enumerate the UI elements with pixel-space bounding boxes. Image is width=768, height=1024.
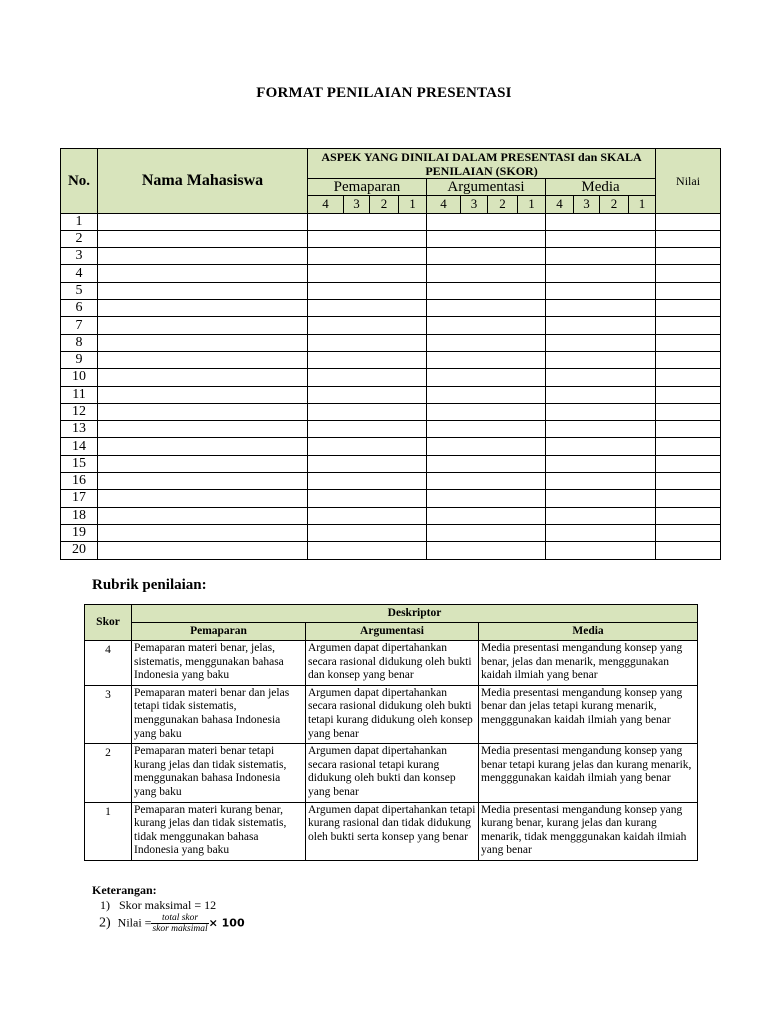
score-header: 2 bbox=[488, 196, 518, 213]
rubric-argumentasi: Argumen dapat dipertahankan tetapi kurang rasional dan tidak didukung oleh bukti serta konsep yang benar bbox=[306, 802, 479, 860]
criterion-score-cell[interactable] bbox=[546, 403, 656, 420]
student-row bbox=[61, 351, 721, 368]
criterion-score-cell[interactable] bbox=[546, 334, 656, 351]
criterion-score-cell[interactable] bbox=[427, 334, 546, 351]
row-number: 15 bbox=[61, 455, 98, 472]
row-number: 8 bbox=[61, 334, 98, 351]
criterion-score-cell[interactable] bbox=[427, 455, 546, 472]
nilai-cell[interactable] bbox=[656, 282, 721, 299]
criterion-score-cell[interactable] bbox=[546, 213, 656, 230]
criterion-score-cell[interactable] bbox=[427, 473, 546, 490]
criterion-score-cell[interactable] bbox=[308, 334, 427, 351]
student-name-cell[interactable] bbox=[98, 300, 308, 317]
row-number: 3 bbox=[61, 248, 98, 265]
criterion-score-cell[interactable] bbox=[546, 300, 656, 317]
formula-numerator: total skor bbox=[151, 913, 208, 924]
student-name-cell[interactable] bbox=[98, 334, 308, 351]
criterion-score-cell[interactable] bbox=[427, 421, 546, 438]
rubric-media: Media presentasi mengandung konsep yang benar tetapi kurang jelas dan kurang menarik, mengggunakan kaidah ilmiah yang benar bbox=[479, 744, 698, 802]
rubric-header-argumentasi: Argumentasi bbox=[306, 623, 479, 641]
student-row bbox=[61, 317, 721, 334]
score-header: 3 bbox=[344, 196, 370, 213]
student-name-cell[interactable] bbox=[98, 317, 308, 334]
nilai-cell[interactable] bbox=[656, 524, 721, 541]
criterion-score-cell[interactable] bbox=[427, 438, 546, 455]
criterion-score-cell[interactable] bbox=[546, 438, 656, 455]
student-name-cell[interactable] bbox=[98, 455, 308, 472]
rubric-media: Media presentasi mengandung konsep yang benar, jelas dan menarik, mengggunakan kaidah ilmiah yang benar bbox=[479, 641, 698, 686]
criterion-score-cell[interactable] bbox=[427, 317, 546, 334]
score-header: 4 bbox=[427, 196, 461, 213]
notes-section bbox=[92, 883, 245, 934]
student-row bbox=[61, 300, 721, 317]
criterion-score-cell[interactable] bbox=[546, 369, 656, 386]
formula-fraction bbox=[151, 913, 208, 934]
nilai-cell[interactable] bbox=[656, 369, 721, 386]
criterion-score-cell[interactable] bbox=[546, 351, 656, 368]
rubric-row bbox=[85, 641, 698, 686]
student-name-cell[interactable] bbox=[98, 403, 308, 420]
rubric-argumentasi: Argumen dapat dipertahankan secara rasional tetapi kurang didukung oleh bukti dan konsep yang benar bbox=[306, 744, 479, 802]
student-name-cell[interactable] bbox=[98, 386, 308, 403]
note-item-2-prefix: Nilai = bbox=[117, 915, 152, 930]
criterion-score-cell[interactable] bbox=[308, 300, 427, 317]
column-header-nama: Nama Mahasiswa bbox=[98, 149, 308, 214]
row-number: 4 bbox=[61, 265, 98, 282]
nilai-cell[interactable] bbox=[656, 351, 721, 368]
student-name-cell[interactable] bbox=[98, 248, 308, 265]
nilai-cell[interactable] bbox=[656, 438, 721, 455]
criterion-score-cell[interactable] bbox=[308, 213, 427, 230]
criterion-score-cell[interactable] bbox=[427, 300, 546, 317]
row-number: 13 bbox=[61, 421, 98, 438]
criterion-score-cell[interactable] bbox=[308, 507, 427, 524]
row-number: 20 bbox=[61, 542, 98, 559]
criterion-score-cell[interactable] bbox=[427, 230, 546, 247]
student-name-cell[interactable] bbox=[98, 473, 308, 490]
criterion-score-cell[interactable] bbox=[427, 282, 546, 299]
student-name-cell[interactable] bbox=[98, 421, 308, 438]
criterion-score-cell[interactable] bbox=[427, 351, 546, 368]
row-number: 16 bbox=[61, 473, 98, 490]
nilai-cell[interactable] bbox=[656, 421, 721, 438]
row-number: 17 bbox=[61, 490, 98, 507]
student-name-cell[interactable] bbox=[98, 542, 308, 559]
row-number: 19 bbox=[61, 524, 98, 541]
rubric-table bbox=[84, 604, 698, 861]
student-row bbox=[61, 473, 721, 490]
score-header: 4 bbox=[546, 196, 574, 213]
criterion-score-cell[interactable] bbox=[427, 490, 546, 507]
criterion-score-cell[interactable] bbox=[308, 542, 427, 559]
row-number: 2 bbox=[61, 230, 98, 247]
criterion-score-cell[interactable] bbox=[308, 455, 427, 472]
rubric-pemaparan: Pemaparan materi kurang benar, kurang jelas dan tidak sistematis, tidak menggunakan bahasa Indonesia yang baku bbox=[132, 802, 306, 860]
criterion-score-cell[interactable] bbox=[546, 248, 656, 265]
column-header-nilai: Nilai bbox=[656, 149, 721, 214]
criterion-score-cell[interactable] bbox=[308, 230, 427, 247]
rubric-header-skor: Skor bbox=[85, 605, 132, 641]
row-number: 5 bbox=[61, 282, 98, 299]
rubric-pemaparan: Pemaparan materi benar dan jelas tetapi tidak sistematis, menggunakan bahasa Indonesia yang baku bbox=[132, 685, 306, 743]
page-title: FORMAT PENILAIAN PRESENTASI bbox=[256, 85, 512, 101]
student-name-cell[interactable] bbox=[98, 490, 308, 507]
student-name-cell[interactable] bbox=[98, 369, 308, 386]
rubric-argumentasi: Argumen dapat dipertahankan secara rasional didukung oleh bukti dan konsep yang benar bbox=[306, 641, 479, 686]
score-header: 2 bbox=[600, 196, 629, 213]
note-item-2-number: 2) bbox=[99, 915, 111, 931]
student-row bbox=[61, 213, 721, 230]
student-name-cell[interactable] bbox=[98, 507, 308, 524]
nilai-cell[interactable] bbox=[656, 473, 721, 490]
criterion-score-cell[interactable] bbox=[546, 524, 656, 541]
rubric-media: Media presentasi mengandung konsep yang kurang benar, kurang jelas dan kurang menarik, tidak mengggunakan kaidah ilmiah yang benar bbox=[479, 802, 698, 860]
rubric-row bbox=[85, 802, 698, 860]
note-item-1 bbox=[100, 898, 216, 913]
criterion-score-cell[interactable] bbox=[308, 386, 427, 403]
rubric-header-media: Media bbox=[479, 623, 698, 641]
nilai-cell[interactable] bbox=[656, 542, 721, 559]
row-number: 6 bbox=[61, 300, 98, 317]
student-row bbox=[61, 369, 721, 386]
rubric-header-pemaparan: Pemaparan bbox=[132, 623, 306, 641]
criterion-score-cell[interactable] bbox=[427, 265, 546, 282]
student-row bbox=[61, 438, 721, 455]
criterion-score-cell[interactable] bbox=[427, 524, 546, 541]
formula-denominator: skor maksimal bbox=[152, 924, 208, 934]
nilai-cell[interactable] bbox=[656, 386, 721, 403]
student-row bbox=[61, 334, 721, 351]
nilai-cell[interactable] bbox=[656, 455, 721, 472]
criterion-score-cell[interactable] bbox=[308, 524, 427, 541]
row-number: 12 bbox=[61, 403, 98, 420]
rubric-media: Media presentasi mengandung konsep yang benar dan jelas tetapi kurang menarik, mengggunakan kaidah ilmiah yang benar bbox=[479, 685, 698, 743]
criterion-score-cell[interactable] bbox=[308, 282, 427, 299]
criterion-header: Argumentasi bbox=[427, 179, 546, 196]
student-name-cell[interactable] bbox=[98, 282, 308, 299]
student-name-cell[interactable] bbox=[98, 351, 308, 368]
criterion-score-cell[interactable] bbox=[546, 386, 656, 403]
rubric-skor: 4 bbox=[85, 641, 132, 686]
rubric-row bbox=[85, 685, 698, 743]
student-row bbox=[61, 265, 721, 282]
nilai-cell[interactable] bbox=[656, 300, 721, 317]
nilai-cell[interactable] bbox=[656, 507, 721, 524]
criterion-score-cell[interactable] bbox=[546, 421, 656, 438]
student-row bbox=[61, 490, 721, 507]
criterion-score-cell[interactable] bbox=[546, 317, 656, 334]
student-name-cell[interactable] bbox=[98, 230, 308, 247]
student-row bbox=[61, 282, 721, 299]
criterion-score-cell[interactable] bbox=[308, 265, 427, 282]
criterion-score-cell[interactable] bbox=[427, 213, 546, 230]
student-row bbox=[61, 403, 721, 420]
student-row bbox=[61, 524, 721, 541]
criterion-score-cell[interactable] bbox=[308, 421, 427, 438]
criterion-score-cell[interactable] bbox=[427, 248, 546, 265]
score-header: 4 bbox=[308, 196, 344, 213]
rubric-skor: 3 bbox=[85, 685, 132, 743]
student-name-cell[interactable] bbox=[98, 524, 308, 541]
criterion-score-cell[interactable] bbox=[308, 438, 427, 455]
student-row bbox=[61, 455, 721, 472]
criterion-score-cell[interactable] bbox=[308, 403, 427, 420]
criterion-score-cell[interactable] bbox=[546, 455, 656, 472]
rubric-row bbox=[85, 744, 698, 802]
student-row bbox=[61, 507, 721, 524]
criterion-score-cell[interactable] bbox=[546, 473, 656, 490]
nilai-cell[interactable] bbox=[656, 403, 721, 420]
criterion-score-cell[interactable] bbox=[427, 386, 546, 403]
criterion-score-cell[interactable] bbox=[546, 490, 656, 507]
criterion-score-cell[interactable] bbox=[308, 369, 427, 386]
score-header: 3 bbox=[461, 196, 488, 213]
score-header: 3 bbox=[574, 196, 600, 213]
score-header: 2 bbox=[370, 196, 399, 213]
criterion-score-cell[interactable] bbox=[427, 403, 546, 420]
student-row bbox=[61, 542, 721, 559]
score-header: 1 bbox=[518, 196, 546, 213]
criterion-score-cell[interactable] bbox=[427, 507, 546, 524]
column-header-aspek: ASPEK YANG DINILAI DALAM PRESENTASI dan SKALA PENILAIAN (SKOR) bbox=[308, 149, 656, 179]
nilai-cell[interactable] bbox=[656, 334, 721, 351]
notes-label: Keterangan: bbox=[92, 883, 157, 897]
criterion-header: Media bbox=[546, 179, 656, 196]
rubric-header-deskriptor: Deskriptor bbox=[132, 605, 698, 623]
row-number: 18 bbox=[61, 507, 98, 524]
student-row bbox=[61, 386, 721, 403]
score-header: 1 bbox=[399, 196, 427, 213]
criterion-score-cell[interactable] bbox=[546, 282, 656, 299]
criterion-score-cell[interactable] bbox=[427, 369, 546, 386]
rubric-pemaparan: Pemaparan materi benar, jelas, sistematis, menggunakan bahasa Indonesia yang baku bbox=[132, 641, 306, 686]
row-number: 11 bbox=[61, 386, 98, 403]
criterion-score-cell[interactable] bbox=[546, 230, 656, 247]
row-number: 14 bbox=[61, 438, 98, 455]
rubric-skor: 2 bbox=[85, 744, 132, 802]
student-row bbox=[61, 248, 721, 265]
nilai-cell[interactable] bbox=[656, 248, 721, 265]
note-item-1-text: Skor maksimal = 12 bbox=[119, 898, 217, 912]
criterion-score-cell[interactable] bbox=[546, 507, 656, 524]
row-number: 10 bbox=[61, 369, 98, 386]
row-number: 7 bbox=[61, 317, 98, 334]
student-name-cell[interactable] bbox=[98, 438, 308, 455]
criterion-score-cell[interactable] bbox=[308, 351, 427, 368]
criterion-score-cell[interactable] bbox=[308, 317, 427, 334]
rubric-argumentasi: Argumen dapat dipertahankan secara rasional didukung oleh bukti tetapi kurang didukung oleh konsep yang benar bbox=[306, 685, 479, 743]
student-name-cell[interactable] bbox=[98, 265, 308, 282]
rubric-pemaparan: Pemaparan materi benar tetapi kurang jelas dan tidak sistematis, menggunakan bahasa Indonesia yang baku bbox=[132, 744, 306, 802]
nilai-cell[interactable] bbox=[656, 230, 721, 247]
student-row bbox=[61, 421, 721, 438]
score-header: 1 bbox=[629, 196, 656, 213]
nilai-cell[interactable] bbox=[656, 213, 721, 230]
criterion-score-cell[interactable] bbox=[308, 490, 427, 507]
nilai-cell[interactable] bbox=[656, 265, 721, 282]
criterion-score-cell[interactable] bbox=[546, 542, 656, 559]
criterion-score-cell[interactable] bbox=[427, 542, 546, 559]
column-header-no: No. bbox=[61, 149, 98, 214]
criterion-score-cell[interactable] bbox=[308, 248, 427, 265]
row-number: 9 bbox=[61, 351, 98, 368]
assessment-table bbox=[60, 148, 721, 560]
student-row bbox=[61, 230, 721, 247]
note-item-1-number: 1) bbox=[100, 898, 110, 912]
row-number: 1 bbox=[61, 213, 98, 230]
criterion-header: Pemaparan bbox=[308, 179, 427, 196]
formula-multiplier: × 100 bbox=[208, 916, 245, 930]
criterion-score-cell[interactable] bbox=[546, 265, 656, 282]
rubric-skor: 1 bbox=[85, 802, 132, 860]
note-item-2 bbox=[99, 913, 245, 934]
student-name-cell[interactable] bbox=[98, 213, 308, 230]
rubric-label: Rubrik penilaian: bbox=[92, 577, 207, 593]
criterion-score-cell[interactable] bbox=[308, 473, 427, 490]
nilai-cell[interactable] bbox=[656, 490, 721, 507]
nilai-cell[interactable] bbox=[656, 317, 721, 334]
